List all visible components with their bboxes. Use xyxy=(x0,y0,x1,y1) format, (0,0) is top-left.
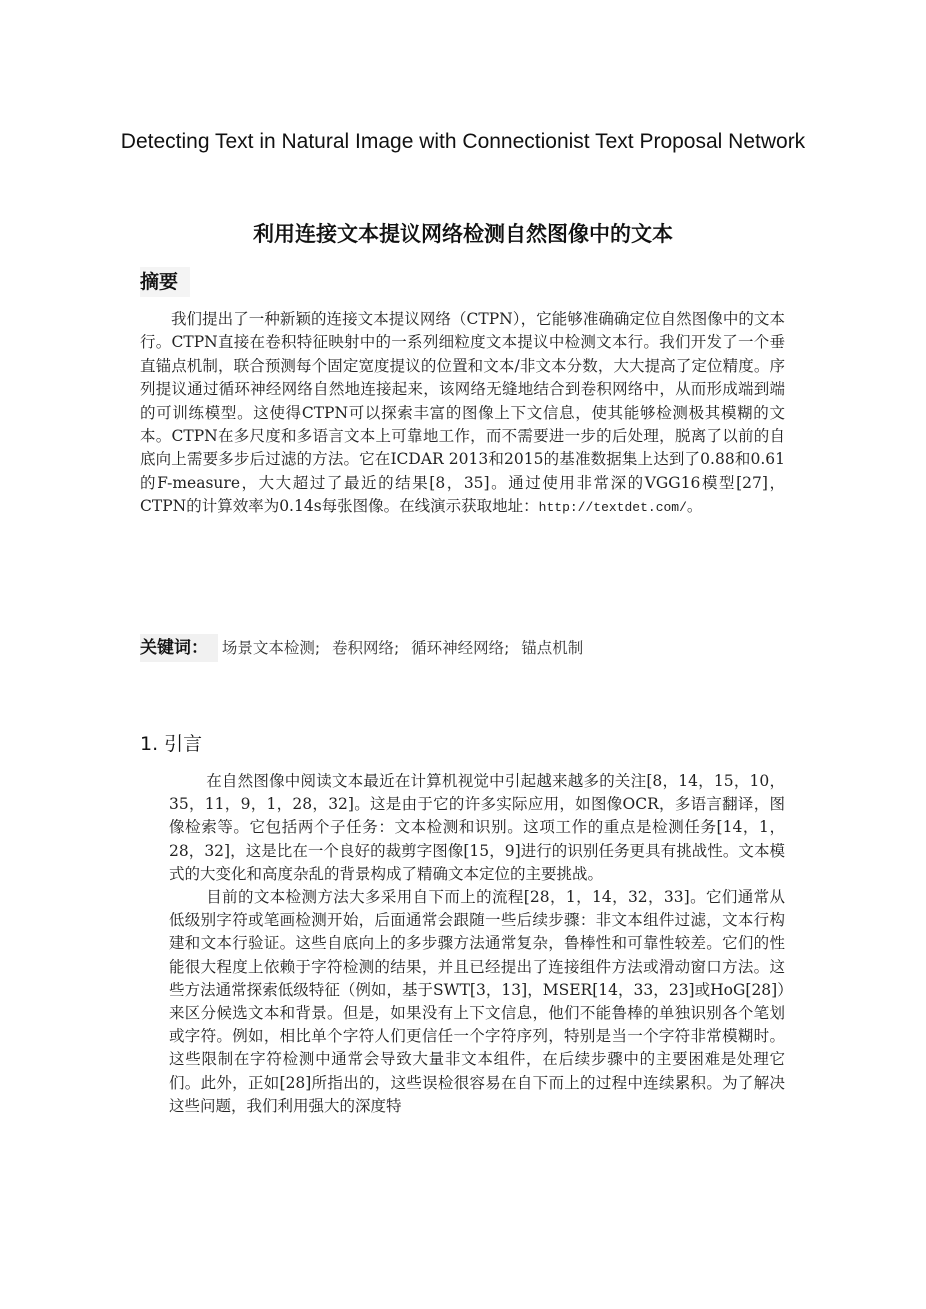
abstract-paragraph xyxy=(140,308,785,520)
demo-url: http://textdet.com/ xyxy=(538,500,687,516)
section-paragraph: 目前的文本检测方法大多采用自下而上的流程[28，1，14，32，33]。它们通常从低级别字符或笔画检测开始，后面通常会跟随一些后续步骤：非文本组件过滤，文本行构建和文本行验证。这些自底向上的多步骤方法通常复杂，鲁棒性和可靠性较差。它们的性能很大程度上依赖于字符检测的结果，并且已经提出了连接组件方法或滑动窗口方法。这些方法通常探索低级特征（例如，基于SWT[3，13]，MSER[14，33，23]或HoG[28]）来区分候选文本和背景。但是，如果没有上下文信息，他们不能鲁棒的单独识别各个笔划或字符。例如，相比单个字符人们更信任一个字符序列，特别是当一个字符非常模糊时。这些限制在字符检测中通常会导致大量非文本组件，在后续步骤中的主要困难是处理它们。此外，正如[28]所指出的，这些误检很容易在自下而上的过程中连续累积。为了解决这些问题，我们利用强大的深度特 xyxy=(169,888,785,1115)
keywords-label: 关键词： xyxy=(140,634,218,662)
abstract-text-end: 。 xyxy=(686,497,703,516)
keyword-item: 场景文本检测 xyxy=(221,639,315,657)
keywords-line xyxy=(140,634,583,662)
keyword-item: 循环神经网络 xyxy=(411,639,505,657)
abstract-text: 我们提出了一种新颖的连接文本提议网络（CTPN），它能够准确确定位自然图像中的文本行。CTPN直接在卷积特征映射中的一系列细粒度文本提议中检测文本行。我们开发了一个垂直锚点机制，联合预测每个固定宽度提议的位置和文本/非文本分数，大大提高了定位精度。序列提议通过循环神经网络自然地连接起来，该网络无缝地结合到卷积网络中，从而形成端到端的可训练模型。这使得CTPN可以探索丰富的图像上下文信息，使其能够检测极其模糊的文本。CTPN在多尺度和多语言文本上可靠地工作，而不需要进一步的后处理，脱离了以前的自底向上需要多步后过滤的方法。它在ICDAR 2013和2015的基准数据集上达到了0.88和0.61的F-measure，大大超过了最近的结果[8，35]。通过使用非常深的VGG16模型[27]，CTPN的计算效率为0.14s每张图像。在线演示获取地址： xyxy=(140,310,785,516)
english-title: Detecting Text in Natural Image with Connectionist Text Proposal Network xyxy=(120,130,806,153)
abstract-heading: 摘要 xyxy=(140,267,190,297)
chinese-title: 利用连接文本提议网络检测自然图像中的文本 xyxy=(253,222,673,246)
keyword-separator: ; xyxy=(504,639,510,657)
keyword-item: 卷积网络 xyxy=(332,639,395,657)
section-paragraph: 在自然图像中阅读文本最近在计算机视觉中引起越来越多的关注[8，14，15，10，35，11，9，1，28，32]。这是由于它的许多实际应用，如图像OCR，多语言翻译，图像检索等。它包括两个子任务：文本检测和识别。这项工作的重点是检测任务[14，1，28，32]，这是比在一个良好的裁剪字图像[15，9]进行的识别任务更具有挑战性。文本模式的大变化和高度杂乱的背景构成了精确文本定位的主要挑战。 xyxy=(169,772,785,883)
abstract-body xyxy=(140,308,785,520)
keyword-separator: ; xyxy=(394,639,400,657)
keyword-separator: ; xyxy=(314,639,321,657)
keyword-item: 锚点机制 xyxy=(521,639,584,657)
section-heading: 1. 引言 xyxy=(140,733,203,755)
section-body xyxy=(169,770,785,1118)
